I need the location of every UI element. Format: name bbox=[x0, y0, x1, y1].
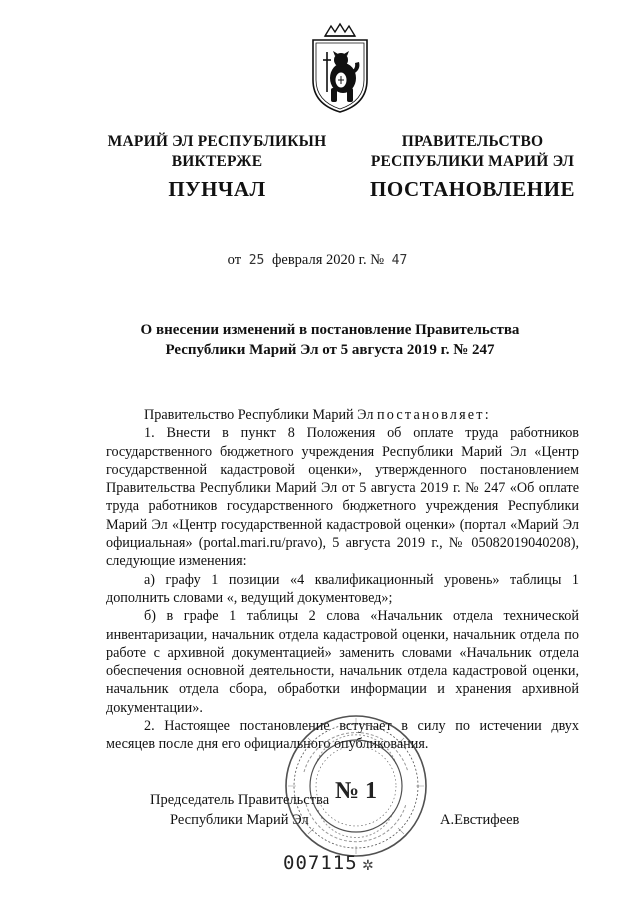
body-paragraph-a: а) графу 1 позиции «4 квалификационный уровень» таблицы 1 дополнить словами «, ведущий документовед»; bbox=[106, 571, 579, 606]
coat-of-arms-emblem bbox=[297, 22, 383, 116]
official-seal-stamp bbox=[282, 712, 430, 860]
title-line2: Республики Марий Эл от 5 августа 2019 г. № 247 bbox=[165, 342, 495, 358]
header-right-block bbox=[340, 132, 605, 172]
document-number: 47 bbox=[391, 253, 408, 268]
document-body bbox=[106, 406, 579, 754]
body-paragraph-b: б) в графе 1 таблицы 2 слова «Начальник отдела технической инвентаризации, начальник отдела кадастровой оценки, начальник отдела по работе с архивной документацией» заменить словами «Начальник отдела обеспечения основной деятельности, начальник отдела кадастровой оценки, начальник отдела сбора, обработки информации и хранения архивной документации». bbox=[106, 608, 579, 716]
signature-position-line1: Председатель Правительства bbox=[150, 792, 330, 808]
header-left-block bbox=[92, 132, 342, 172]
intro-spaced-word: постановляет: bbox=[376, 407, 491, 423]
header-left-line1: МАРИЙ ЭЛ РЕСПУБЛИКЫН bbox=[107, 133, 327, 150]
intro-text: Правительство Республики Марий Эл bbox=[144, 407, 377, 423]
document-title bbox=[110, 320, 550, 360]
body-intro bbox=[106, 406, 579, 424]
seal-number: № 1 bbox=[334, 778, 378, 804]
body-paragraph-2: 2. Настоящее постановление вступает в силу по истечении двух месяцев после дня его официального опубликования. bbox=[106, 718, 579, 753]
date-month-year: февраля 2020 г. № bbox=[271, 252, 385, 268]
body-paragraph-1: 1. Внести в пункт 8 Положения об оплате труда работников государственного бюджетного учреждения Республики Марий Эл «Центр государственной кадастровой оценки», утвержденного постановлением Правительства Республики Марий Эл от 5 августа 2019 г. № 247 «Об оплате труда работников государственного бюджетного учреждения Республики Марий Эл «Центр государственной кадастровой оценки» (портал «Марий Эл официальная» (portal.mari.ru/pravo), 5 августа 2019 г., № 05082019040208), следующие изменения: bbox=[106, 425, 579, 570]
date-prefix: от bbox=[227, 252, 242, 268]
doc-type-russian: ПОСТАНОВЛЕНИЕ bbox=[370, 177, 575, 201]
signature-position-line2: Республики Марий Эл bbox=[170, 812, 309, 828]
serial-asterisk-icon: ✲ bbox=[362, 859, 374, 874]
title-line1: О внесении изменений в постановление Правительства bbox=[140, 322, 520, 338]
header-right-line2: РЕСПУБЛИКИ МАРИЙ ЭЛ bbox=[370, 153, 575, 170]
doc-type-mari: ПУНЧАЛ bbox=[168, 177, 266, 201]
signature-name: А.Евстифеев bbox=[440, 812, 520, 828]
serial-number: 007115 bbox=[283, 852, 358, 874]
date-line bbox=[0, 252, 639, 269]
date-day: 25 bbox=[248, 253, 265, 268]
header-right-line1: ПРАВИТЕЛЬСТВО bbox=[401, 133, 544, 150]
header-left-line2: ВИКТЕРЖЕ bbox=[171, 153, 263, 170]
